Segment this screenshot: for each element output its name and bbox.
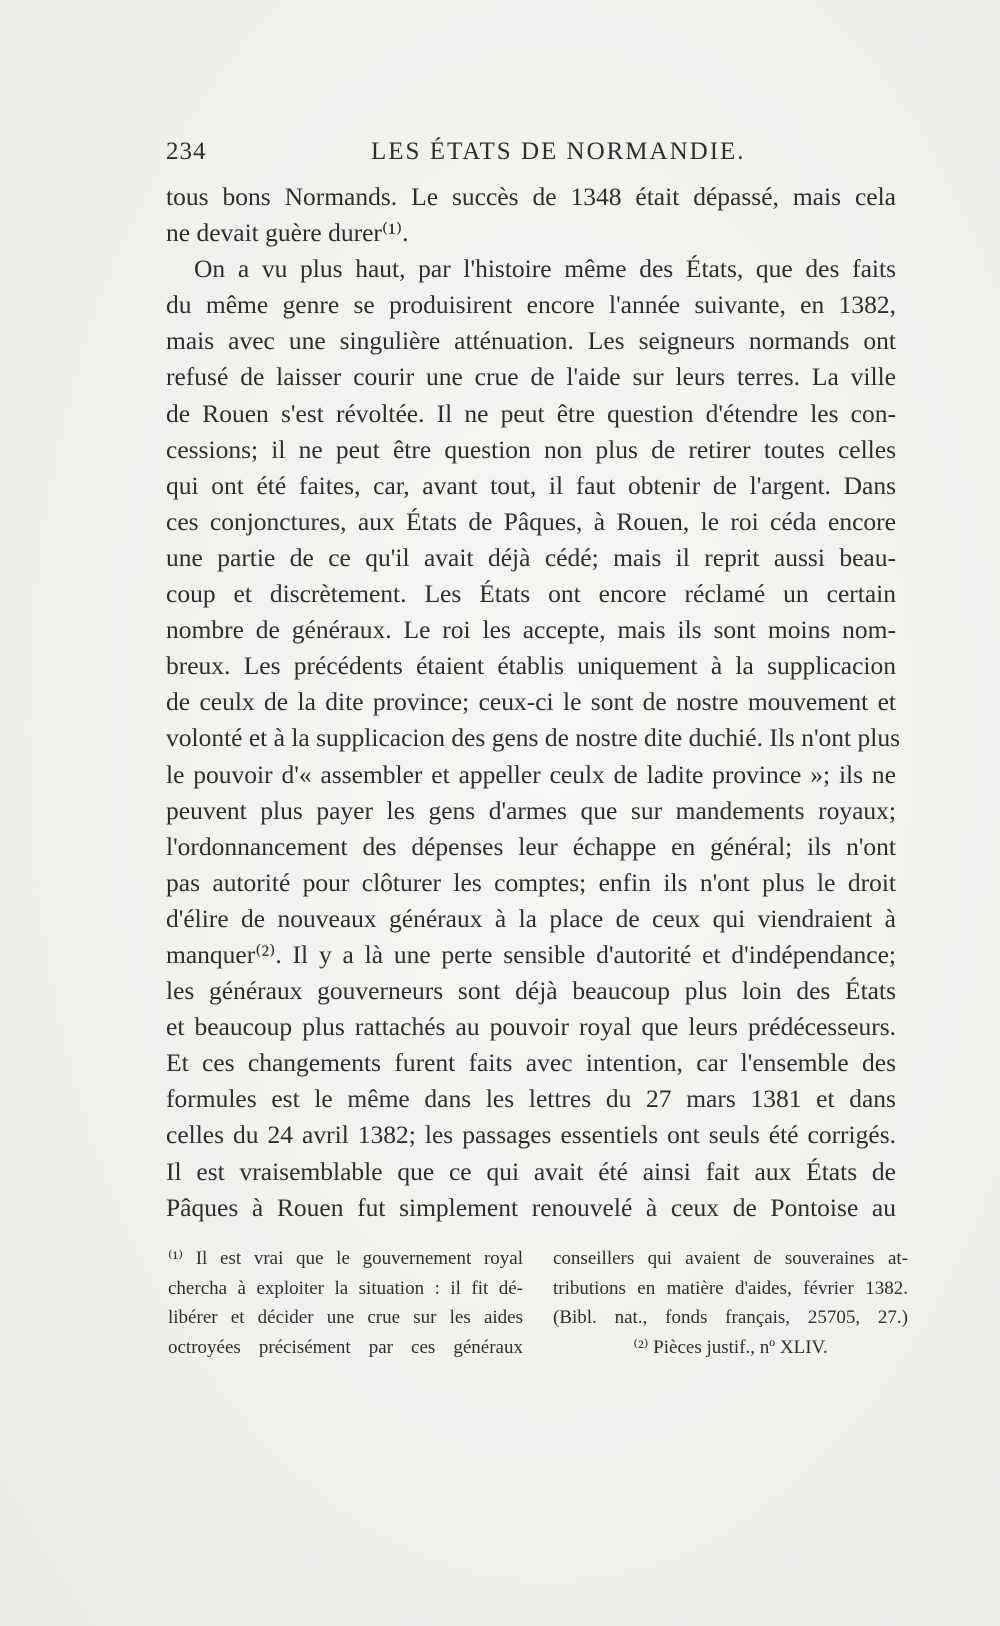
footnote-line: (Bibl. nat., fonds français, 25705, 27.) xyxy=(553,1307,908,1328)
text-line: d'élire de nouveaux généraux à la place de ceux qui viendraient à xyxy=(166,903,896,933)
running-title: LES ÉTATS DE NORMANDIE. xyxy=(371,138,746,165)
text-line: ces conjonctures, aux États de Pâques, à Rouen, le roi céda encore xyxy=(166,506,896,536)
text-line: Il est vraisemblable que ce qui avait été ainsi fait aux États de xyxy=(166,1156,896,1186)
text-line: peuvent plus payer les gens d'armes que sur mandements royaux; xyxy=(166,795,896,825)
text-line: de ceulx de la dite province; ceux-ci le sont de nostre mouvement et xyxy=(166,687,896,717)
text-line: nombre de généraux. Le roi les accepte, mais ils sont moins nom- xyxy=(166,615,896,645)
text-line: une partie de ce qu'il avait déjà cédé; mais il reprit aussi beau- xyxy=(166,542,896,572)
text-line: le pouvoir d'« assembler et appeller ceulx de ladite province »; ils ne xyxy=(166,759,896,789)
footnote-line: ⁽¹⁾ Il est vrai que le gouvernement royal xyxy=(168,1248,523,1269)
footnote-line: tributions en matière d'aides, février 1382. xyxy=(553,1277,908,1299)
text-line: du même genre se produisirent encore l'année suivante, en 1382, xyxy=(166,290,896,320)
text-line: celles du 24 avril 1382; les passages essentiels ont seuls été corrigés. xyxy=(166,1120,896,1150)
text-line: de Rouen s'est révoltée. Il ne peut être question d'étendre les con- xyxy=(166,398,896,428)
footnote-line: octroyées précisément par ces généraux xyxy=(168,1336,523,1358)
text-line: refusé de laisser courir une crue de l'aide sur leurs terres. La ville xyxy=(166,362,896,392)
footnotes-right-column xyxy=(553,1244,908,1362)
text-line: Et ces changements furent faits avec intention, car l'ensemble des xyxy=(166,1048,896,1078)
text-line: breux. Les précédents étaient établis uniquement à la supplicacion xyxy=(166,651,896,681)
text-line: l'ordonnancement des dépenses leur échappe en général; ils n'ont xyxy=(166,831,896,861)
text-line: ne devait guère durer⁽¹⁾. xyxy=(166,218,409,248)
footnote-line: conseillers qui avaient de souveraines at- xyxy=(553,1248,908,1269)
text-line: et beaucoup plus rattachés au pouvoir royal que leurs prédécesseurs. xyxy=(166,1012,896,1042)
text-line: On a vu plus haut, par l'histoire même des États, que des faits xyxy=(194,254,896,284)
text-line: pas autorité pour clôturer les comptes; enfin ils n'ont plus le droit xyxy=(166,867,896,897)
footnote-line: libérer et décider une crue sur les aides xyxy=(168,1307,523,1328)
footnote-line: chercha à exploiter la situation : il fit dé- xyxy=(168,1277,523,1299)
text-line: manquer⁽²⁾. Il y a là une perte sensible d'autorité et d'indépendance; xyxy=(166,939,896,969)
body-text xyxy=(166,179,901,1226)
footnote-line: ⁽²⁾ Pièces justif., nº XLIV. xyxy=(633,1336,828,1358)
text-line: cessions; il ne peut être question non plus de retirer toutes celles xyxy=(166,434,896,464)
text-line: Pâques à Rouen fut simplement renouvelé à ceux de Pontoise au xyxy=(166,1192,896,1222)
text-line: les généraux gouverneurs sont déjà beaucoup plus loin des États xyxy=(166,976,896,1006)
text-line: qui ont été faites, car, avant tout, il faut obtenir de l'argent. Dans xyxy=(166,470,896,500)
text-line: volonté et à la supplicacion des gens de nostre dite duchié. Ils n'ont plus xyxy=(166,723,901,753)
page-number: 234 xyxy=(166,138,207,165)
text-line: tous bons Normands. Le succès de 1348 était dépassé, mais cela xyxy=(166,182,896,211)
text-line: mais avec une singulière atténuation. Les seigneurs normands ont xyxy=(166,326,896,356)
text-line: formules est le même dans les lettres du 27 mars 1381 et dans xyxy=(166,1084,896,1114)
page-header xyxy=(166,138,896,178)
footnotes-left-column xyxy=(168,1244,523,1362)
text-line: coup et discrètement. Les États ont encore réclamé un certain xyxy=(166,579,896,609)
